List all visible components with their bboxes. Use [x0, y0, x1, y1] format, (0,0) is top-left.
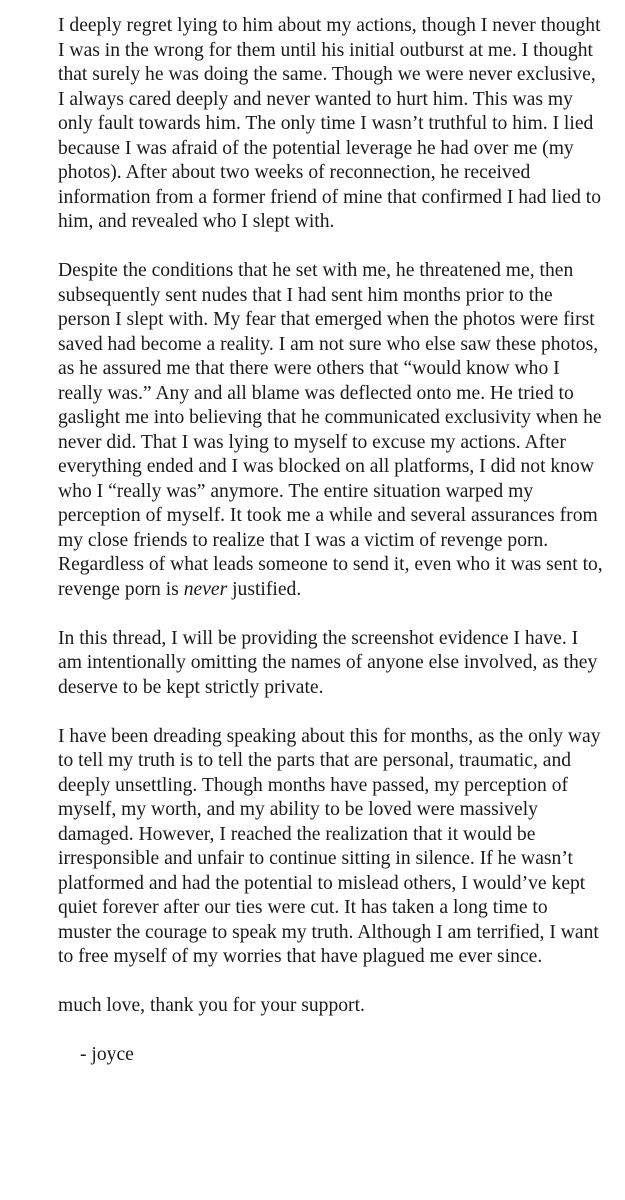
paragraph-2-main: Despite the conditions that he set with me, he threatened me, then subsequently sent nudes that I had sent him months prior to the person I slept with. My fear that emerged when the photos were first saved had become a reality. I am not sure who else saw these photos, as he assured me that there were others that “would know who I really was.” Any and all blame was deflected onto me. He tried to gaslight me into believing that he communicated exclusivity when he never did. That I was lying to myself to excuse my actions. After everything ended and I was blocked on all platforms, I did not know who I “really was” anymore. The entire situation warped my perception of myself. It took me a while and several assurances from my close friends to realize that I was a victim of revenge porn. Regardless of what leads someone to send it, even who it was sent to, revenge porn is [58, 260, 603, 600]
paragraph-3: In this thread, I will be providing the screenshot evidence I have. I am intentionally omitting the names of anyone else involved, as they deserve to be kept strictly private. [58, 627, 598, 698]
closing-line: much love, thank you for your support. [58, 995, 365, 1016]
paragraph-2-end: justified. [227, 578, 302, 600]
paragraph-1: I deeply regret lying to him about my actions, though I never thought I was in the wrong for them until his initial outburst at me. I thought that surely he was doing the same. Though we were never exclusive, I always cared deeply and never wanted to hurt him. This was my only fault towards him. The only time I wasn’t truthful to him. I lied because I was afraid of the potential leverage he had over me (my photos). After about two weeks of reconnection, he received information from a former friend of mine that confirmed I had lied to him, and revealed who I slept with. [58, 15, 601, 232]
signature: - joyce [80, 1044, 134, 1065]
paragraph-2-emphasis: never [183, 578, 228, 600]
paragraph-2 [58, 259, 605, 602]
paragraph-4: I have been dreading speaking about this for months, as the only way to tell my truth is to tell the parts that are personal, traumatic, and deeply unsettling. Though months have passed, my perception of myself, my worth, and my ability to be loved were massively damaged. However, I reached the realization that it would be irresponsible and unfair to continue sitting in silence. If he wasn’t platformed and had the potential to mislead others, I would’ve kept quiet forever after our ties were cut. It has taken a long time to muster the courage to speak my truth. Although I am terrified, I want to free myself of my worries that have plagued me ever since. [58, 725, 601, 967]
